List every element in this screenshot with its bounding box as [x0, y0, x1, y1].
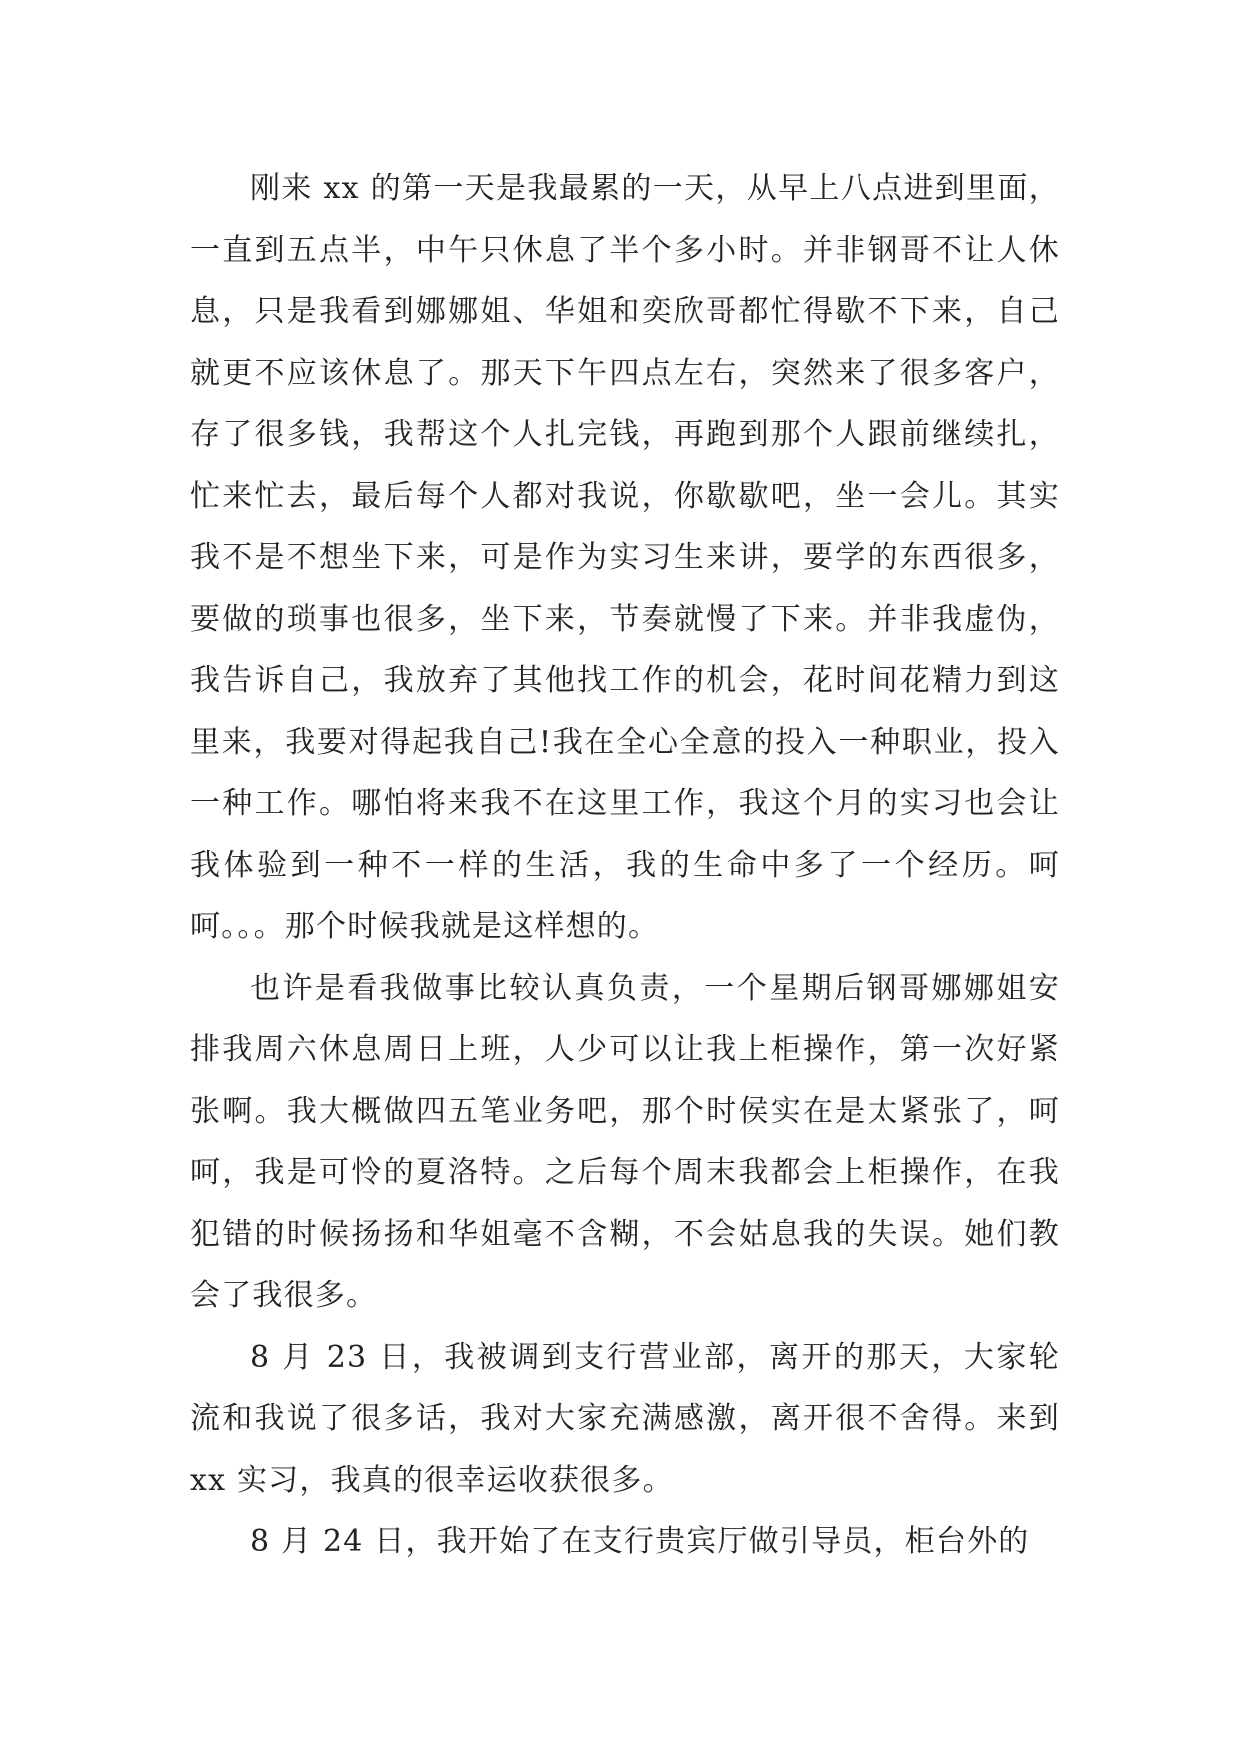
paragraph-aug-23: 8 月 23 日，我被调到支行营业部，离开的那天，大家轮流和我说了很多话，我对大家充满感激，离开很不舍得。来到 xx 实习，我真的很幸运收获很多。 — [190, 1339, 1060, 1498]
paragraph-aug-24: 8 月 24 日，我开始了在支行贵宾厅做引导员，柜台外的 — [250, 1524, 1030, 1559]
paragraph-counter-operation: 也许是看我做事比较认真负责，一个星期后钢哥娜娜姐安排我周六休息周日上班，人少可以让我上柜操作，第一次好紧张啊。我大概做四五笔业务吧，那个时侯实在是太紧张了，呵呵，我是可怜的夏洛特。之后每个周末我都会上柜操作，在我犯错的时候扬扬和华姐毫不含糊，不会姑息我的失误。她们教会了我很多。 — [190, 970, 1060, 1313]
document-body — [190, 158, 1060, 1573]
paragraph-first-day: 刚来 xx 的第一天是我最累的一天，从早上八点进到里面，一直到五点半，中午只休息了半个多小时。并非钢哥不让人休息，只是我看到娜娜姐、华姐和奕欣哥都忙得歇不下来，自己就更不应该休息了。那天下午四点左右，突然来了很多客户，存了很多钱，我帮这个人扎完钱，再跑到那个人跟前继续扎，忙来忙去，最后每个人都对我说，你歇歇吧，坐一会儿。其实我不是不想坐下来，可是作为实习生来讲，要学的东西很多，要做的琐事也很多，坐下来，节奏就慢了下来。并非我虚伪，我告诉自己，我放弃了其他找工作的机会，花时间花精力到这里来，我要对得起我自己!我在全心全意的投入一种职业，投入一种工作。哪怕将来我不在这里工作，我这个月的实习也会让我体验到一种不一样的生活，我的生命中多了一个经历。呵呵。。。那个时候我就是这样想的。 — [190, 171, 1060, 944]
